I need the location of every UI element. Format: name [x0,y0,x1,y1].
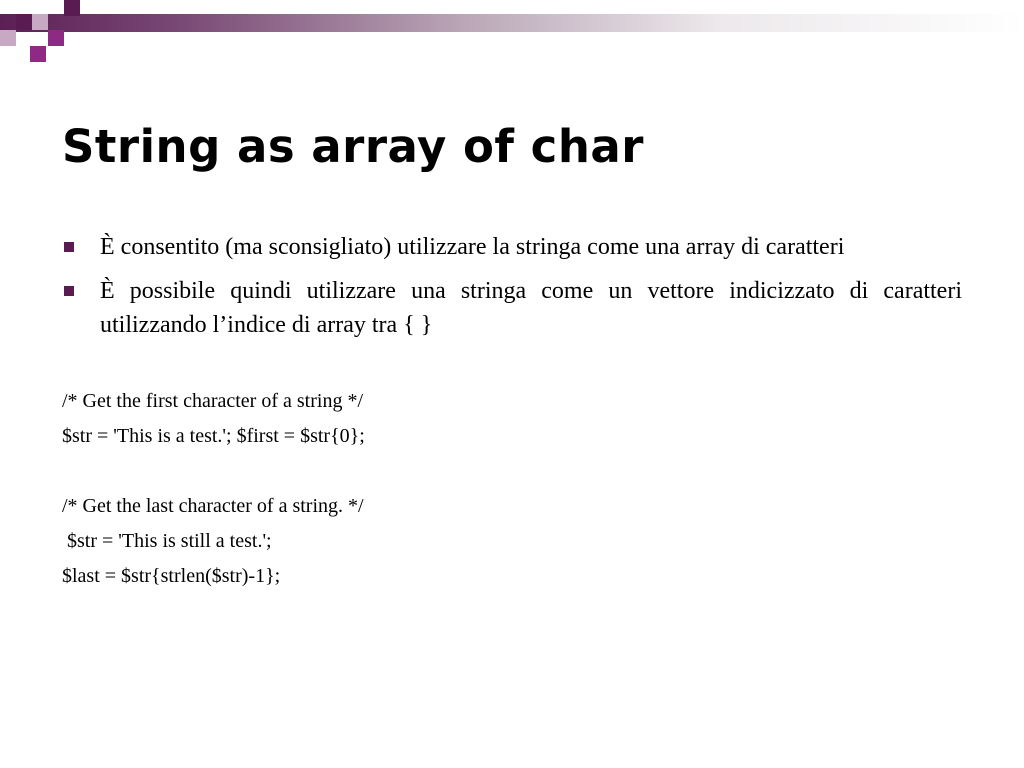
decor-square [30,46,46,62]
code-line: $last = $str{strlen($str)-1}; [62,565,281,587]
code-line: /* Get the last character of a string. */ [62,495,364,517]
decor-square [64,0,80,16]
decor-square [32,14,48,30]
gradient-bar [0,14,1024,32]
bullet-item [62,274,962,342]
code-line [62,454,962,489]
decor-square [0,30,16,46]
bullet-text: È possibile quindi utilizzare una stringa come un vettore indicizzato di caratteri utilizzando l’indice di array tra { } [100,278,962,338]
bullet-text: È consentito (ma sconsigliato) utilizzare la stringa come una array di caratteri [100,234,845,260]
decor-square [16,14,32,30]
decor-square [48,30,64,46]
square-bullet-icon [64,286,74,296]
code-line: $str = 'This is still a test.'; [62,530,272,552]
code-line: /* Get the first character of a string */ [62,390,363,412]
square-bullet-icon [64,242,74,252]
bullet-list [62,230,962,352]
bullet-item [62,230,962,264]
code-block [62,384,962,594]
code-line: $str = 'This is a test.'; $first = $str{0}; [62,425,365,447]
slide-title: String as array of char [62,120,644,173]
